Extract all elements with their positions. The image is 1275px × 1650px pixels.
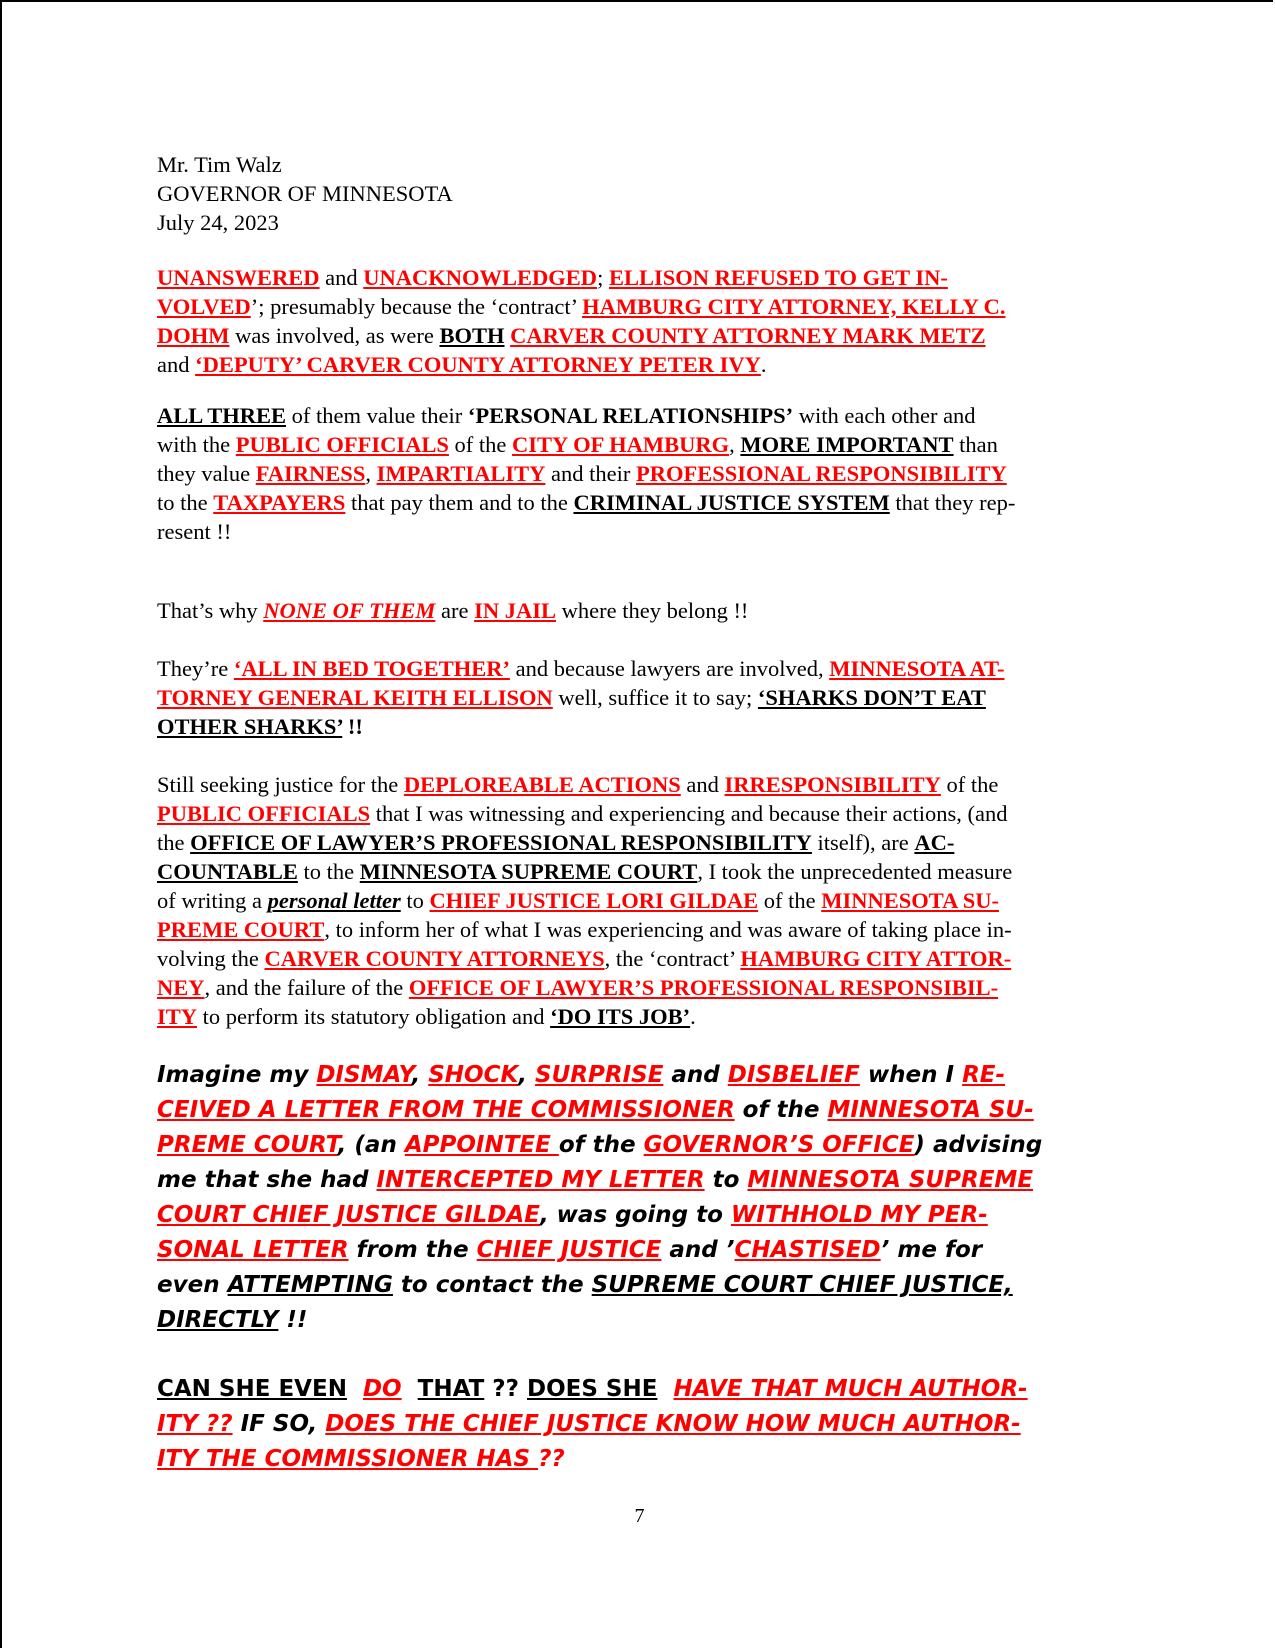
p5-line: volving the CARVER COUNTY ATTORNEYS, the ‘contract’ HAMBURG CITY ATTOR- — [157, 946, 1012, 971]
letter-date: July 24, 2023 — [157, 210, 279, 235]
p4-line: TORNEY GENERAL KEITH ELLISON well, suffice it to say; ‘SHARKS DON’T EAT — [157, 685, 986, 710]
p5-line: ITY to perform its statutory obligation and ‘DO ITS JOB’. — [157, 1004, 696, 1029]
p7-line: CAN SHE EVEN DO THAT ?? DOES SHE HAVE THAT MUCH AUTHOR- — [157, 1376, 1028, 1402]
paragraph-7-emphasis — [157, 1372, 1117, 1477]
p3-line: That’s why NONE OF THEM are IN JAIL where they belong !! — [157, 598, 749, 623]
p4-line: OTHER SHARKS’ !! — [157, 714, 363, 739]
p5-line: NEY, and the failure of the OFFICE OF LAWYER’S PROFESSIONAL RESPONSIBIL- — [157, 975, 999, 1000]
p6-line: SONAL LETTER from the CHIEF JUSTICE and ’CHASTISED’ me for — [157, 1237, 983, 1263]
p2-line: with the PUBLIC OFFICIALS of the CITY OF HAMBURG, MORE IMPORTANT than — [157, 432, 998, 457]
p5-line: PREME COURT, to inform her of what I was experiencing and was aware of taking place in- — [157, 917, 1012, 942]
paragraph-5 — [157, 770, 1117, 1031]
p2-line: to the TAXPAYERS that pay them and to the CRIMINAL JUSTICE SYSTEM that they rep- — [157, 490, 1016, 515]
p6-line: DIRECTLY !! — [157, 1307, 308, 1333]
p4-line: They’re ‘ALL IN BED TOGETHER’ and because lawyers are involved, MINNESOTA AT- — [157, 656, 1005, 681]
p6-line: COURT CHIEF JUSTICE GILDAE, was going to WITHHOLD MY PER- — [157, 1202, 988, 1228]
p5-line: COUNTABLE to the MINNESOTA SUPREME COURT, I took the unprecedented measure — [157, 859, 1013, 884]
p1-line: and ‘DEPUTY’ CARVER COUNTY ATTORNEY PETER IVY. — [157, 352, 767, 377]
recipient-title: GOVERNOR OF MINNESOTA — [157, 181, 453, 206]
p6-line: even ATTEMPTING to contact the SUPREME COURT CHIEF JUSTICE, — [157, 1272, 1013, 1298]
p1-line: UNANSWERED and UNACKNOWLEDGED; ELLISON REFUSED TO GET IN- — [157, 265, 948, 290]
p1-line: DOHM was involved, as were BOTH CARVER COUNTY ATTORNEY MARK METZ — [157, 323, 986, 348]
p7-line: ITY ?? IF SO, DOES THE CHIEF JUSTICE KNOW HOW MUCH AUTHOR- — [157, 1411, 1021, 1437]
page-number: 7 — [634, 1505, 645, 1527]
p2-line: they value FAIRNESS, IMPARTIALITY and their PROFESSIONAL RESPONSIBILITY — [157, 461, 1007, 486]
paragraph-2 — [157, 401, 1117, 546]
paragraph-6-emphasis — [157, 1058, 1117, 1338]
p5-line: PUBLIC OFFICIALS that I was witnessing and experiencing and because their actions, (and — [157, 801, 1008, 826]
p5-line: of writing a personal letter to CHIEF JUSTICE LORI GILDAE of the MINNESOTA SU- — [157, 888, 999, 913]
paragraph-3 — [157, 596, 1117, 625]
p5-line: the OFFICE OF LAWYER’S PROFESSIONAL RESPONSIBILITY itself), are AC- — [157, 830, 955, 855]
p2-line: resent !! — [157, 519, 232, 544]
p6-line: Imagine my DISMAY, SHOCK, SURPRISE and DISBELIEF when I RE- — [157, 1062, 1006, 1088]
p6-line: CEIVED A LETTER FROM THE COMMISSIONER of the MINNESOTA SU- — [157, 1097, 1034, 1123]
p2-line: ALL THREE of them value their ‘PERSONAL RELATIONSHIPS’ with each other and — [157, 403, 976, 428]
p6-line: me that she had INTERCEPTED MY LETTER to MINNESOTA SUPREME — [157, 1167, 1034, 1193]
p6-line: PREME COURT, (an APPOINTEE of the GOVERNOR’S OFFICE) advising — [157, 1132, 1043, 1158]
p5-line: Still seeking justice for the DEPLOREABLE ACTIONS and IRRESPONSIBILITY of the — [157, 772, 999, 797]
p7-line: ITY THE COMMISSIONER HAS ?? — [157, 1446, 565, 1472]
p1-line: VOLVED’; presumably because the ‘contract’ HAMBURG CITY ATTORNEY, KELLY C. — [157, 294, 1006, 319]
paragraph-1 — [157, 263, 1117, 379]
recipient-name: Mr. Tim Walz — [157, 152, 282, 177]
paragraph-4 — [157, 654, 1117, 741]
letter-header — [157, 150, 1117, 237]
